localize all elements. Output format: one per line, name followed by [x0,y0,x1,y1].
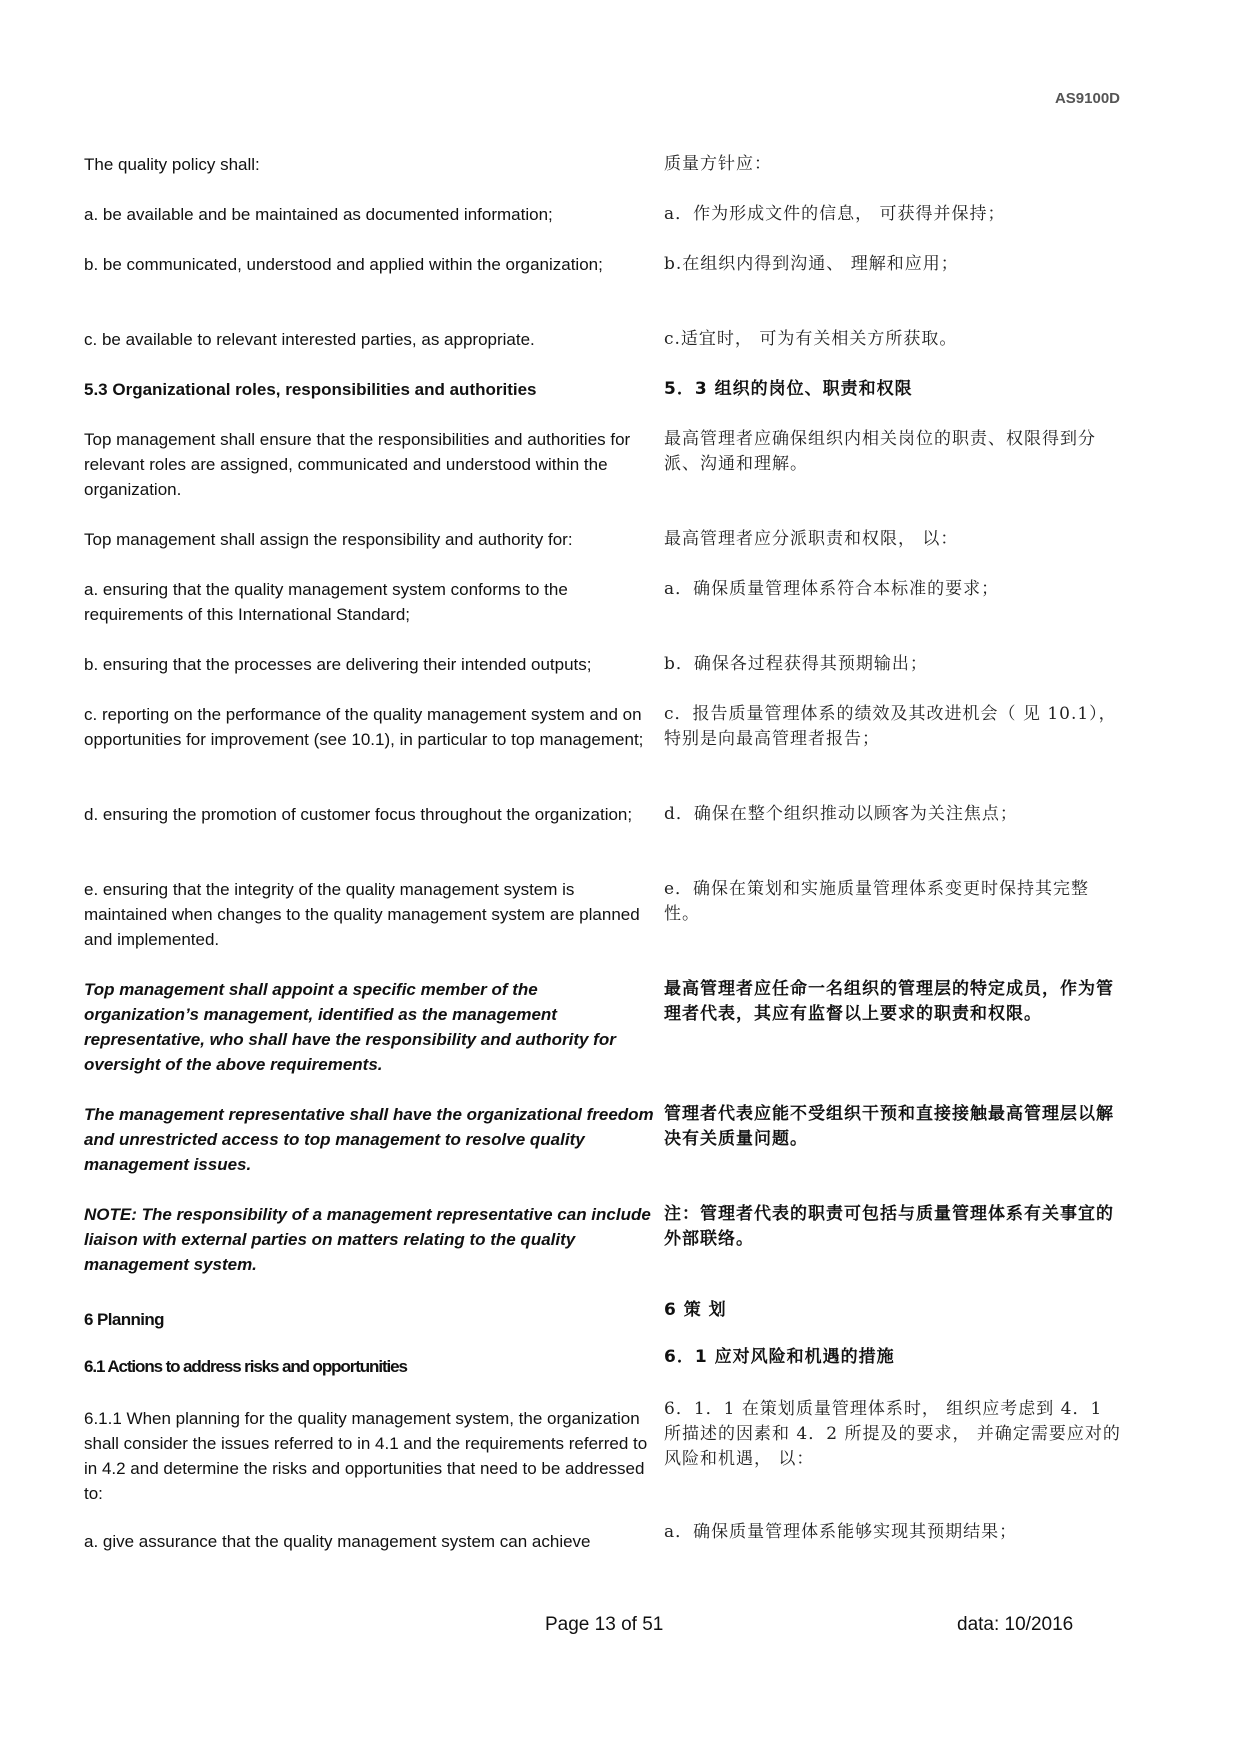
section-heading-zh: 6 策 划 [664,1300,727,1320]
english-text: d. ensuring the promotion of customer focus throughout the organization; [84,805,633,824]
chinese-text: c.适宜时， 可为有关相关方所获取。 [664,329,958,349]
chinese-text: a．作为形成文件的信息， 可获得并保持； [664,204,1006,224]
english-text: e. ensuring that the integrity of the quality management system is maintained when changes to the quality management system are planned and implemented. [84,880,640,949]
english-text: b. ensuring that the processes are delivering their intended outputs; [84,655,592,674]
chinese-text: 最高管理者应分派职责和权限， 以： [664,529,959,549]
chinese-text: 最高管理者应确保组织内相关岗位的职责、权限得到分派、沟通和理解。 [664,429,1096,474]
english-text: b. be communicated, understood and applied within the organization; [84,255,603,274]
english-text: Top management shall appoint a specific member of the organization’s management, identified as the management representative, who shall have the responsibility and authority for oversight of the above requirements. [84,980,616,1074]
english-text: a. ensuring that the quality management system conforms to the requirements of this International Standard; [84,580,568,624]
section-heading-zh: 6．1 应对风险和机遇的措施 [664,1347,895,1367]
page-number: Page 13 of 51 [545,1614,664,1635]
english-text: Top management shall assign the responsibility and authority for: [84,530,573,549]
section-heading: 6 Planning [84,1310,164,1329]
chinese-text: 管理者代表应能不受组织干预和直接接触最高管理层以解决有关质量问题。 [664,1104,1114,1149]
chinese-text: 6．1．1 在策划质量管理体系时， 组织应考虑到 4．1 所描述的因素和 4．2 所提及的要求， 并确定需要应对的风险和机遇， 以： [664,1399,1121,1469]
chinese-text: a．确保质量管理体系能够实现其预期结果； [664,1522,1018,1542]
chinese-text: d．确保在整个组织推动以顾客为关注焦点； [664,804,1018,824]
english-text: a. be available and be maintained as documented information; [84,205,553,224]
chinese-text: a．确保质量管理体系符合本标准的要求； [664,579,1000,599]
english-text: The management representative shall have the organizational freedom and unrestricted access to top management to resolve quality management issues. [84,1105,654,1174]
document-id: AS9100D [1054,90,1120,107]
document-date: data: 10/2016 [957,1614,1074,1635]
english-text: c. reporting on the performance of the quality management system and on opportunities for improvement (see 10.1), in particular to top management; [84,705,644,749]
section-heading-zh: 5．3 组织的岗位、职责和权限 [664,379,913,399]
english-text: a. give assurance that the quality management system can achieve [84,1532,591,1551]
english-text: Top management shall ensure that the responsibilities and authorities for relevant roles are assigned, communicated and understood within the organization. [84,430,631,499]
chinese-text: 最高管理者应任命一名组织的管理层的特定成员，作为管理者代表，其应有监督以上要求的职责和权限。 [664,979,1114,1024]
section-heading: 6.1 Actions to address risks and opportunities [84,1357,407,1376]
english-text: c. be available to relevant interested parties, as appropriate. [84,330,535,349]
english-text: 6.1.1 When planning for the quality management system, the organization shall consider the issues referred to in 4.1 and the requirements referred to in 4.2 and determine the risks and opportunities that need to be addressed to: [84,1409,648,1503]
section-heading: 5.3 Organizational roles, responsibilities and authorities [84,380,537,399]
note-text: NOTE: The responsibility of a management representative can include liaison with external parties on matters relating to the quality management system. [84,1205,651,1274]
english-text: The quality policy shall: [84,155,260,174]
chinese-text: c．报告质量管理体系的绩效及其改进机会（ 见 10.1）， 特别是向最高管理者报告； [664,704,1117,749]
chinese-text: b．确保各过程获得其预期输出； [664,654,928,674]
chinese-text: 质量方针应： [664,154,772,174]
chinese-text: e．确保在策划和实施质量管理体系变更时保持其完整性。 [664,879,1090,924]
note-text-zh: 注：管理者代表的职责可包括与质量管理体系有关事宜的外部联络。 [664,1204,1114,1249]
chinese-text: b.在组织内得到沟通、 理解和应用； [664,254,959,274]
